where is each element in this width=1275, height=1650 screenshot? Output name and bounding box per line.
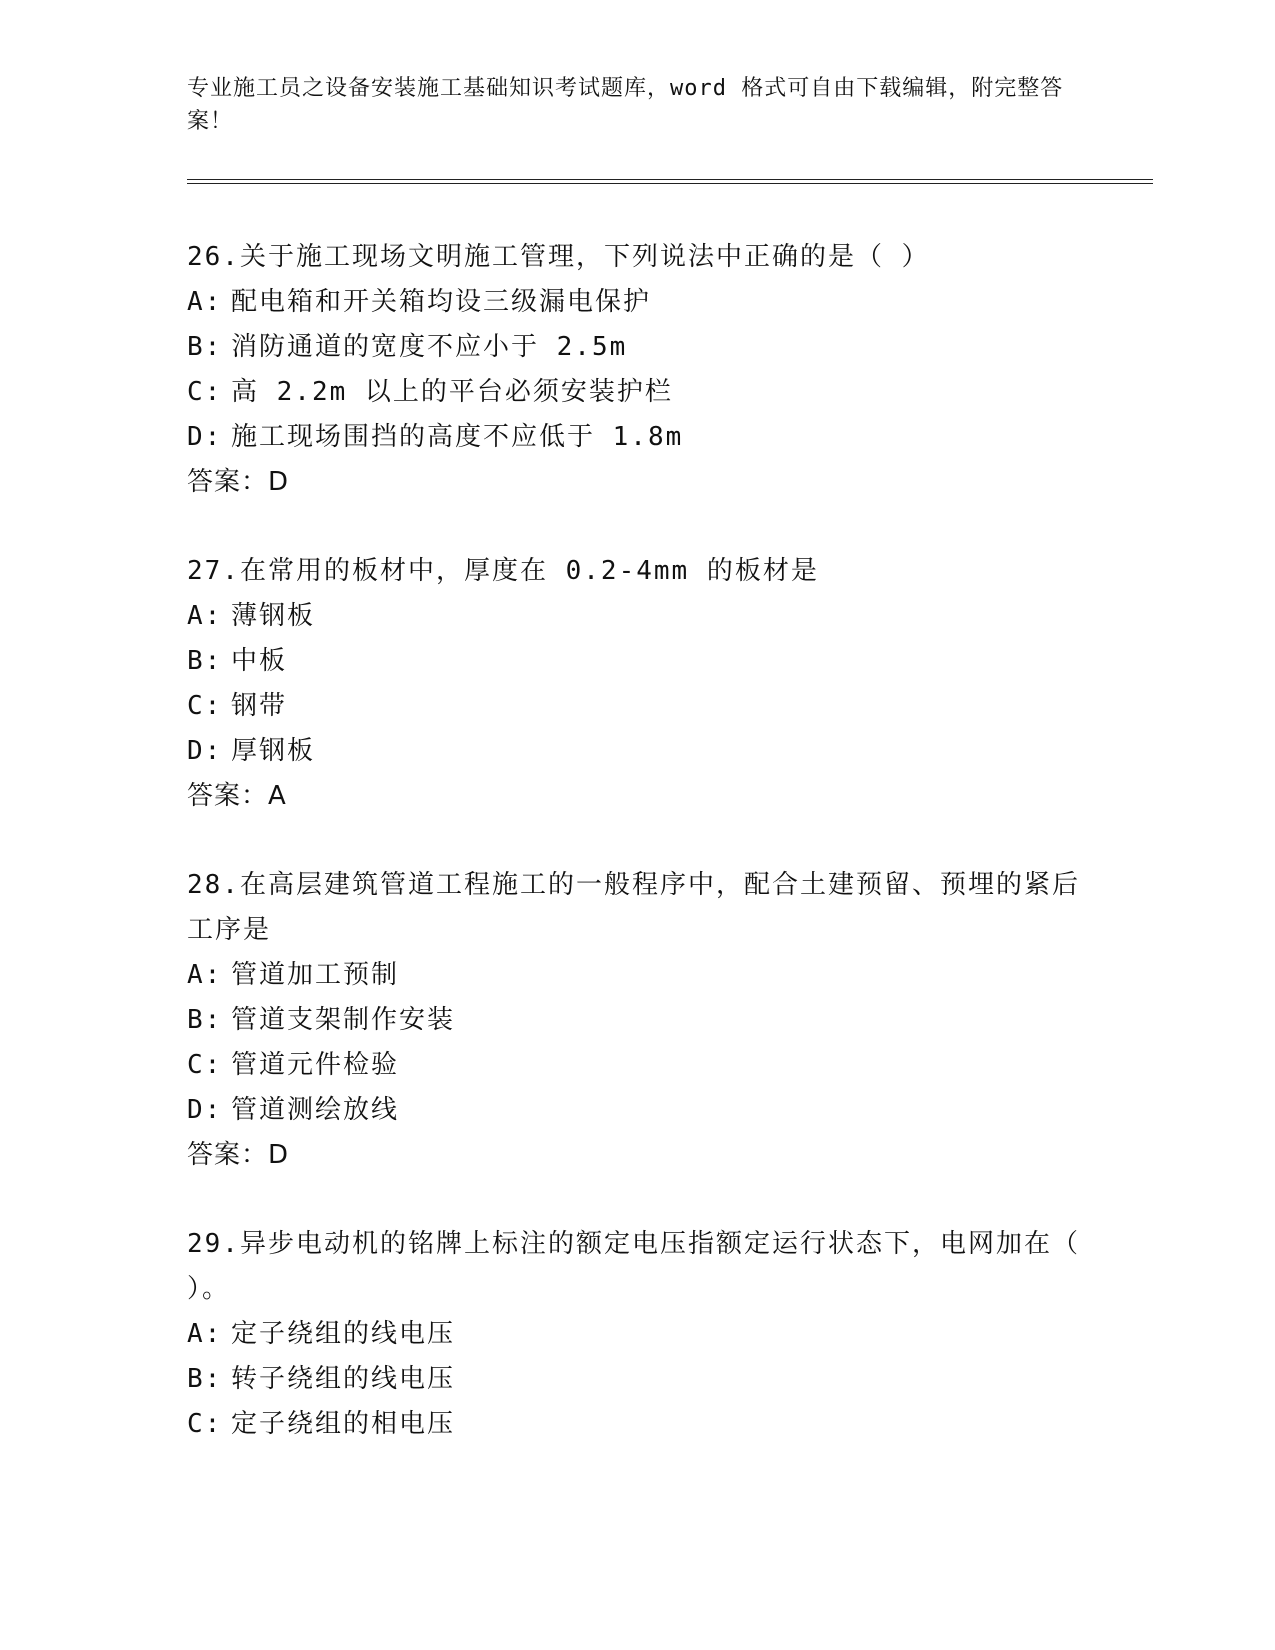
option-c [187,684,1087,729]
option-text: 管道支架制作安装 [231,1005,456,1035]
option-text: 管道加工预制 [231,960,400,990]
option-text: 施工现场围挡的高度不应低于 1.8m [231,422,684,452]
question-stem: 29.异步电动机的铭牌上标注的额定电压指额定运行状态下，电网加在（ ）。 [187,1229,1080,1304]
option-key: C: [187,1050,223,1080]
option-c [187,1402,1087,1447]
option-text: 定子绕组的线电压 [231,1319,456,1349]
option-text: 中板 [231,646,288,676]
option-text: 定子绕组的相电压 [231,1409,456,1439]
option-d [187,415,1087,460]
option-a [187,280,1087,325]
question-stem: 26.关于施工现场文明施工管理，下列说法中正确的是（ ） [187,242,930,272]
option-key: D: [187,736,223,766]
answer-line: 答案：A [187,781,287,811]
question-28 [187,863,1087,1178]
header-divider-bottom [187,183,1153,184]
option-key: D: [187,1095,223,1125]
option-text: 转子绕组的线电压 [231,1364,456,1394]
option-text: 配电箱和开关箱均设三级漏电保护 [231,287,652,317]
answer-line: 答案：D [187,1140,290,1170]
option-key: B: [187,1005,223,1035]
question-26 [187,235,1087,505]
option-text: 薄钢板 [231,601,316,631]
option-key: A: [187,287,223,317]
option-key: C: [187,1409,223,1439]
option-text: 消防通道的宽度不应小于 2.5m [231,332,628,362]
option-key: B: [187,332,223,362]
option-c [187,1043,1087,1088]
option-key: C: [187,377,223,407]
option-key: A: [187,601,223,631]
option-key: B: [187,1364,223,1394]
question-29 [187,1222,1087,1447]
option-key: B: [187,646,223,676]
answer-line: 答案：D [187,467,290,497]
option-key: D: [187,422,223,452]
option-b [187,639,1087,684]
document-intro: 专业施工员之设备安装施工基础知识考试题库，word 格式可自由下载编辑，附完整答案！ [187,76,1064,134]
option-key: C: [187,691,223,721]
option-d [187,1088,1087,1133]
option-text: 管道元件检验 [231,1050,400,1080]
question-27 [187,549,1087,819]
option-b [187,1357,1087,1402]
option-text: 钢带 [231,691,288,721]
question-stem: 27.在常用的板材中，厚度在 0.2-4mm 的板材是 [187,556,819,586]
header-divider-top [187,179,1153,180]
option-key: A: [187,1319,223,1349]
question-stem: 28.在高层建筑管道工程施工的一般程序中，配合土建预留、预埋的紧后工序是 [187,870,1080,945]
option-a [187,594,1087,639]
option-c [187,370,1087,415]
option-text: 高 2.2m 以上的平台必须安装护栏 [231,377,673,407]
option-text: 管道测绘放线 [231,1095,400,1125]
option-a [187,1312,1087,1357]
option-a [187,953,1087,998]
option-d [187,729,1087,774]
question-list [187,235,1087,1491]
option-key: A: [187,960,223,990]
option-b [187,325,1087,370]
option-text: 厚钢板 [231,736,316,766]
option-b [187,998,1087,1043]
